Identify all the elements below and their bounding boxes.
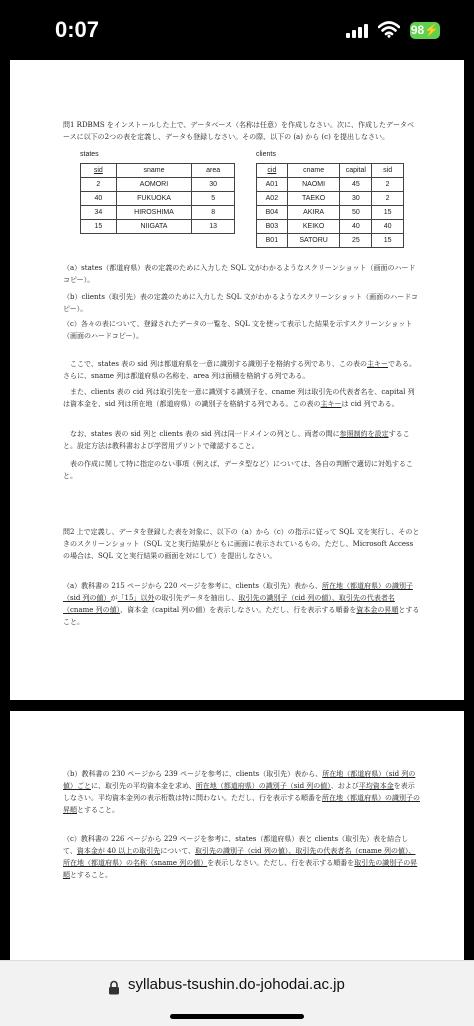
battery-level: 98 <box>410 23 425 37</box>
table-cell: 13 <box>192 220 235 234</box>
q1-item-c: （c）各々の表について、登録されたデータの一覧を、SQL 文を使って表示した結果を示すスクリーンショット（画面のハードコピー）。 <box>63 320 413 340</box>
table-cell: AOMORI <box>116 178 192 192</box>
text: （a）教科書の 215 ページから 220 ページを参考に、clients（取引先）表から、 <box>63 582 322 590</box>
table-cell: B01 <box>257 234 288 248</box>
column-header: sid <box>372 164 404 178</box>
emphasis: 取引先の識別子の昇順 <box>63 859 418 879</box>
table-header-row <box>81 164 235 178</box>
text: また、clients 表の cid 列は取引先を一意に識別する識別子を、cname 列は取引先の代表者名を、capital 列は資本金を、sid 列は所在地（都道府県）の識別子を格納する列である。この表の <box>63 388 415 408</box>
table-cell: B04 <box>257 206 288 220</box>
q1-intro: 問1 RDBMS をインストールした上で、データベース（名称は任意）を作成しなさい。次に、作成したデータベースに以下の2つの表を定義し、データも登録しなさい。その際、以下の (a) から (c) を提出しなさい。 <box>63 121 415 141</box>
table-cell: 40 <box>372 220 404 234</box>
emphasis: 資本金が 40 以上の取引先 <box>76 847 161 855</box>
home-indicator[interactable] <box>170 1014 304 1019</box>
text: である。さらに、sname 列は都道府県の名称を、area 列は面積を格納する列である。 <box>63 360 416 380</box>
charging-bolt-icon: ⚡ <box>424 23 440 37</box>
table-cell: 40 <box>340 220 372 234</box>
emphasis: 所在地（都道府県）（sid 列の値）ごと <box>63 770 416 790</box>
states-table-label: states <box>80 151 99 158</box>
table-cell: 2 <box>372 178 404 192</box>
text: に、取引先の平均資本金を求め、 <box>91 782 196 790</box>
table-cell: 2 <box>81 178 117 192</box>
table-cell: FUKUOKA <box>116 192 192 206</box>
q1-note-states <box>63 358 421 382</box>
emphasis: 取引先の識別子（cid 列の値）、取引先の代表者名（cname 列の値）、所在地（都道府県）の名称（sname 列の値） <box>63 847 416 867</box>
text: を表示しなさい。平均資本金列の表示桁数は特に問わない。ただし、行を表示する順番を <box>63 782 415 802</box>
table-cell: 15 <box>372 206 404 220</box>
q1-note-clients <box>63 386 421 410</box>
states-table <box>80 163 235 234</box>
emphasis: 平均資本金 <box>358 782 394 790</box>
table-row <box>257 234 404 248</box>
text: を表示しなさい。ただし、行を表示する順番を <box>207 859 355 867</box>
emphasis: 所在地（都道府県）の識別子（sid 列の値） <box>195 782 331 790</box>
text: とすること。 <box>63 606 420 626</box>
table-cell: 5 <box>192 192 235 206</box>
foreign-key-term: 参照制約を設定 <box>339 430 389 438</box>
column-header: cid <box>257 164 288 178</box>
table-cell: NAOMI <box>287 178 340 192</box>
text: なお、states 表の sid 列と clients 表の sid 列は同一ドメインの列とし、両者の間に <box>70 430 340 438</box>
emphasis: 所在地（都道府県）の識別子の昇順 <box>63 794 420 814</box>
q2-item-c <box>63 833 421 881</box>
text: （b）教科書の 230 ページから 239 ページを参考に、clients（取引先）表から、 <box>63 770 323 778</box>
text: ここで、states 表の sid 列は都道府県を一意に識別する識別子を格納する列であり、この表の <box>70 360 367 368</box>
primary-key-term: 主キー <box>320 400 342 408</box>
table-cell: TAEKO <box>287 192 340 206</box>
text: 、資本金（capital 列の値）を表示しなさい。ただし、行を表示する順番を <box>120 606 357 614</box>
table-cell: B03 <box>257 220 288 234</box>
emphasis: 「15」以外 <box>117 594 155 602</box>
text: について、 <box>160 847 195 855</box>
table-cell: 15 <box>372 234 404 248</box>
column-header: cname <box>287 164 340 178</box>
battery-indicator <box>410 22 440 39</box>
table-row <box>81 178 235 192</box>
table-cell: 30 <box>340 192 372 206</box>
emphasis: 取引先の識別子（cid 列の値）、取引先の代表者名（cname 列の値） <box>63 594 395 614</box>
table-cell: NIIGATA <box>116 220 192 234</box>
table-cell: 40 <box>81 192 117 206</box>
table-cell: A01 <box>257 178 288 192</box>
column-header: sid <box>81 164 117 178</box>
q1-item-a: （a）states（都道府県）表の定義のために入力した SQL 文がわかるようなスクリーンショット（画面のハードコピー）。 <box>63 264 416 284</box>
q2-intro: 問2 上で定義し、データを登録した表を対象に、以下の（a）から（c）の指示に従って SQL 文を実行し、そのときのスクリーンショット（SQL 文と実行結果がともに画面に表示されているもの。ただし、Microsoft Access の場合は、SQL 文と実行結果の画面を対にして）を提出しなさい。 <box>63 528 420 560</box>
table-cell: A02 <box>257 192 288 206</box>
clients-table <box>256 163 404 248</box>
clock: 0:07 <box>55 17 100 42</box>
document-page-1[interactable] <box>10 60 464 700</box>
emphasis: 所在地（都道府県）の識別子（sid 列の値） <box>63 582 413 602</box>
table-cell: 50 <box>340 206 372 220</box>
lock-icon <box>108 980 120 995</box>
table-cell: SATORU <box>287 234 340 248</box>
table-cell: 15 <box>81 220 117 234</box>
text: は cid 列である。 <box>341 400 399 408</box>
table-cell: HIROSHIMA <box>116 206 192 220</box>
status-bar <box>0 0 474 60</box>
url-text[interactable]: syllabus-tsushin.do-johodai.ac.jp <box>128 976 345 993</box>
text: とすること。 <box>70 871 112 879</box>
table-row <box>257 192 404 206</box>
q1-item-b: （b）clients（取引先）表の定義のために入力した SQL 文がわかるようなスクリーンショット（画面のハードコピー）。 <box>63 293 418 313</box>
table-cell: 2 <box>372 192 404 206</box>
table-row <box>257 178 404 192</box>
table-row <box>81 220 235 234</box>
text: とすること。 <box>77 806 119 814</box>
table-cell: 25 <box>340 234 372 248</box>
text: が <box>110 594 118 602</box>
q1-note-other: 表の作成に関して特に指定のない事項（例えば、データ型など）については、各自の判断で適切に対処すること。 <box>63 460 413 480</box>
q2-item-a <box>63 580 421 628</box>
table-cell: AKIRA <box>287 206 340 220</box>
table-cell: KEIKO <box>287 220 340 234</box>
clients-table-label: clients <box>256 151 276 158</box>
cellular-signal-icon <box>346 24 368 38</box>
table-cell: 30 <box>192 178 235 192</box>
column-header: sname <box>116 164 192 178</box>
text: の取引先データを抽出し、 <box>154 594 239 602</box>
table-row <box>257 206 404 220</box>
table-header-row <box>257 164 404 178</box>
q2-item-b <box>63 768 421 816</box>
wifi-icon <box>378 21 400 38</box>
table-row <box>81 206 235 220</box>
table-row <box>81 192 235 206</box>
table-cell: 45 <box>340 178 372 192</box>
emphasis: 資本金の昇順 <box>356 606 399 614</box>
text: すること。設定方法は教科書および学習用プリントで確認すること。 <box>63 430 410 450</box>
text: （c）教科書の 226 ページから 229 ページを参考に、states（都道府県）表と clients（取引先）表を結合して、 <box>63 835 409 855</box>
column-header: capital <box>340 164 372 178</box>
primary-key-term: 主キー <box>366 360 388 368</box>
table-cell: 8 <box>192 206 235 220</box>
q1-note-constraint <box>63 428 421 452</box>
text: 、および <box>330 782 359 790</box>
document-page-2[interactable] <box>10 711 464 960</box>
table-row <box>257 220 404 234</box>
column-header: area <box>192 164 235 178</box>
table-cell: 34 <box>81 206 117 220</box>
